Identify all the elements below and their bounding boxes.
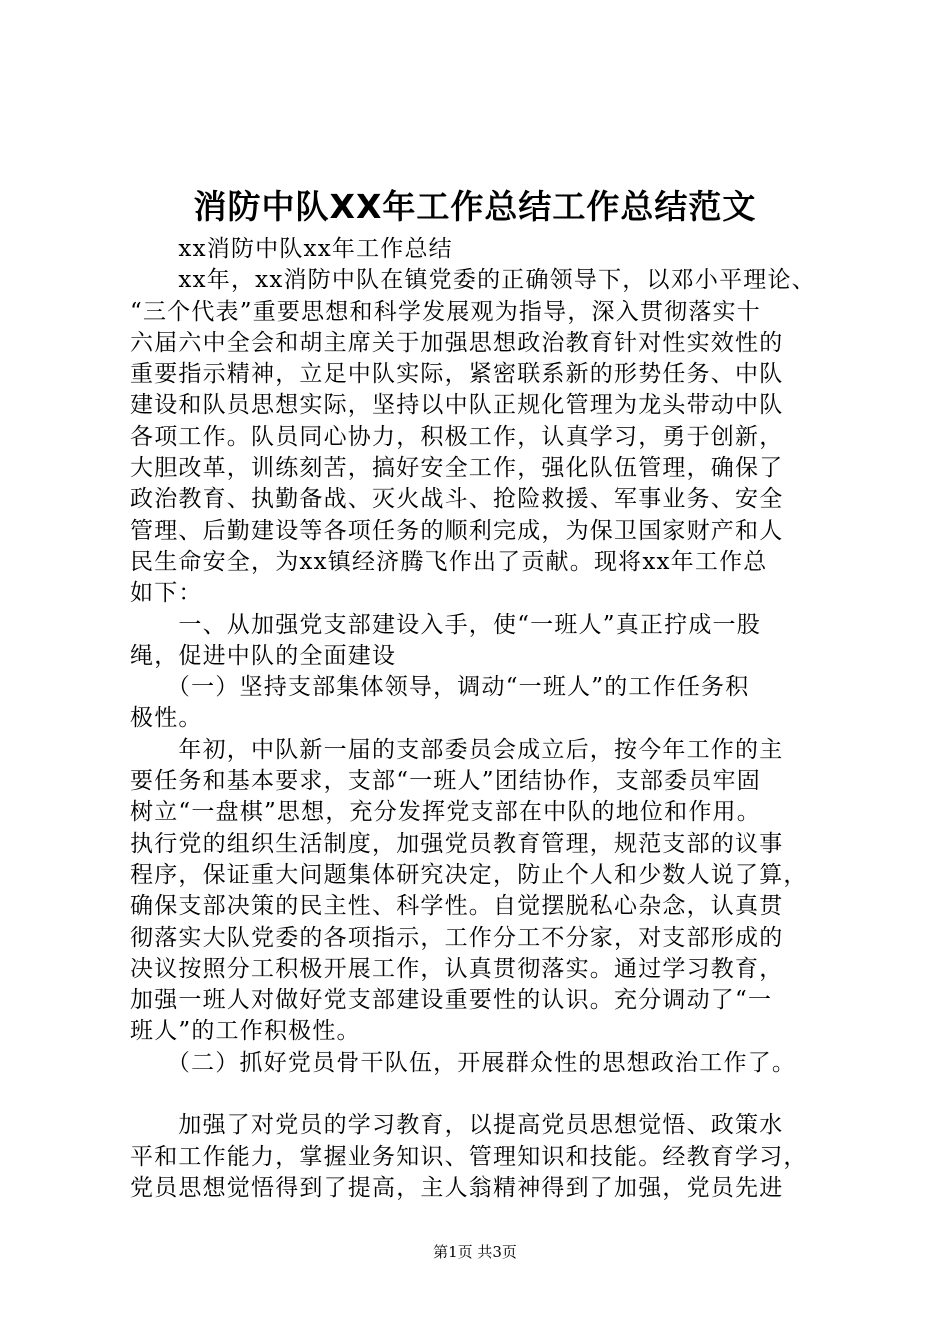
body-line: 加强一班人对做好党支部建设重要性的认识。充分调动了“一	[130, 987, 773, 1014]
body-line: 六届六中全会和胡主席关于加强思想政治教育针对性实效性的	[130, 329, 784, 356]
body-line: 如下：	[130, 580, 203, 607]
body-line: 政治教育、执勤备战、灭火战斗、抢险救援、军事业务、安全	[130, 486, 784, 513]
body-line: xx消防中队xx年工作总结	[130, 236, 453, 262]
body-line: 班人”的工作积极性。	[130, 1018, 361, 1045]
body-line: 重要指示精神，立足中队实际，紧密联系新的形势任务、中队	[130, 361, 784, 388]
body-line: 一、从加强党支部建设入手，使“一班人”真正拧成一股	[130, 611, 761, 638]
body-line: 程序，保证重大问题集体研究决定，防止个人和少数人说了算，	[130, 861, 808, 888]
body-line: 要任务和基本要求，支部“一班人”团结协作，支部委员牢固	[130, 768, 761, 795]
body-line: 各项工作。队员同心协力，积极工作，认真学习，勇于创新，	[130, 423, 784, 450]
body-line: 大胆改革，训练刻苦，搞好安全工作，强化队伍管理，确保了	[130, 455, 784, 482]
body-line: 平和工作能力，掌握业务知识、管理知识和技能。经教育学习，	[130, 1143, 808, 1170]
body-line: 执行党的组织生活制度，加强党员教育管理，规范支部的议事	[130, 830, 784, 857]
body-line: 树立“一盘棋”思想，充分发挥党支部在中队的地位和作用。	[130, 799, 761, 826]
body-line: （一）坚持支部集体领导，调动“一班人”的工作任务积	[130, 674, 750, 701]
body-line: “三个代表”重要思想和科学发展观为指导，深入贯彻落实十	[130, 298, 761, 325]
body-line: 党员思想觉悟得到了提高，主人翁精神得到了加强，党员先进	[130, 1174, 784, 1201]
body-line: 确保支部决策的民主性、科学性。自觉摆脱私心杂念，认真贯	[130, 893, 784, 920]
body-line: 建设和队员思想实际，坚持以中队正规化管理为龙头带动中队	[130, 392, 784, 419]
document-title: 消防中队XX年工作总结工作总结范文	[193, 187, 757, 226]
document-body	[130, 234, 830, 1204]
page-footer: 第1页 共3页	[433, 1243, 517, 1261]
body-line: 极性。	[130, 705, 203, 732]
body-line: 年初，中队新一届的支部委员会成立后，按今年工作的主	[130, 736, 784, 763]
body-line: 管理、后勤建设等各项任务的顺利完成，为保卫国家财产和人	[130, 517, 784, 544]
body-line: 民生命安全，为xx镇经济腾飞作出了贡献。现将xx年工作总	[130, 548, 768, 575]
body-line: 决议按照分工积极开展工作，认真贯彻落实。通过学习教育，	[130, 955, 784, 982]
body-line	[130, 1079, 830, 1110]
body-line: 绳，促进中队的全面建设	[130, 642, 397, 669]
body-line: 加强了对党员的学习教育，以提高党员思想觉悟、政策水	[130, 1112, 784, 1139]
body-line: 彻落实大队党委的各项指示，工作分工不分家，对支部形成的	[130, 924, 784, 951]
body-line: xx年，xx消防中队在镇党委的正确领导下，以邓小平理论、	[130, 267, 816, 294]
body-line: （二）抓好党员骨干队伍，开展群众性的思想政治工作了。	[130, 1049, 797, 1076]
